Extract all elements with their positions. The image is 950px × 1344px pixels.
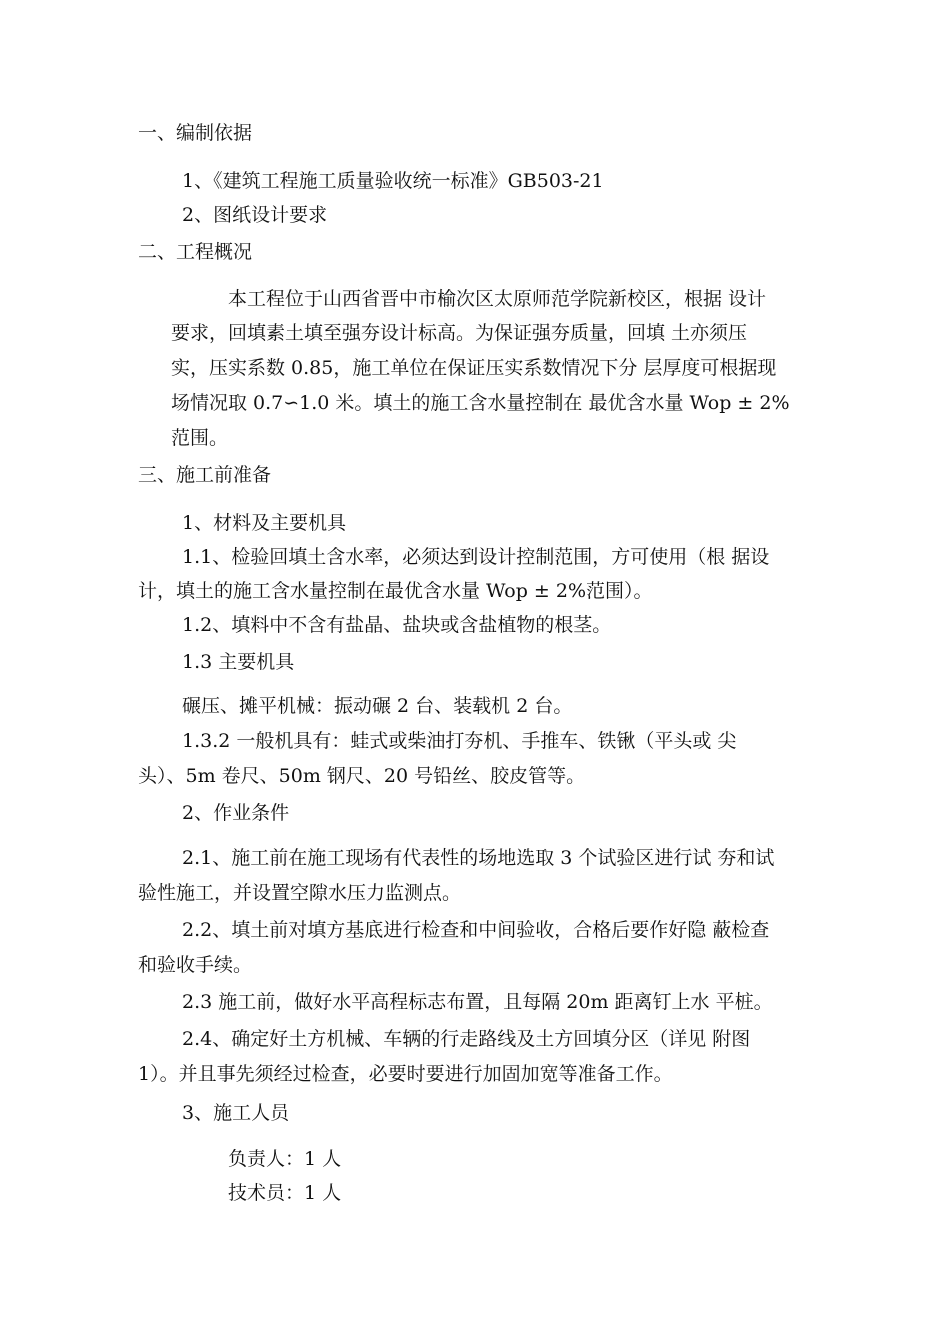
paragraph-line: 范围。 (171, 427, 229, 449)
paragraph-line: 1）。并且事先须经过检查，必要时要进行加固加宽等准备工作。 (138, 1063, 673, 1085)
paragraph-line: 实，压实系数 0.85，施工单位在保证压实系数情况下分 层厚度可根据现 (171, 357, 777, 379)
section-heading-1: 一、编制依据 (138, 122, 253, 144)
section-heading-2: 二、工程概况 (138, 241, 253, 263)
paragraph-line: 验性施工，并设置空隙水压力监测点。 (138, 882, 462, 904)
paragraph-line: 和验收手续。 (138, 954, 253, 976)
list-item: 2、图纸设计要求 (182, 204, 328, 226)
sub-heading: 2、作业条件 (182, 802, 290, 824)
paragraph-line: 2.2、填土前对填方基底进行检查和中间验收，合格后要作好隐 蔽检查 (182, 919, 770, 941)
paragraph-line: 1.2、填料中不含有盐晶、盐块或含盐植物的根茎。 (182, 614, 612, 636)
paragraph-line: 要求，回填素土填至强夯设计标高。为保证强夯质量，回填 土亦须压 (171, 322, 748, 344)
paragraph-line: 2.1、施工前在施工现场有代表性的场地选取 3 个试验区进行试 夯和试 (182, 847, 775, 869)
section-heading-3: 三、施工前准备 (138, 464, 272, 486)
sub-heading: 1、材料及主要机具 (182, 512, 347, 534)
paragraph-line: 2.3 施工前，做好水平高程标志布置，且每隔 20m 距离钉上水 平桩。 (182, 991, 773, 1013)
paragraph-line: 1.3 主要机具 (182, 651, 295, 673)
paragraph-line: 场情况取 0.7∽1.0 米。填土的施工含水量控制在 最优含水量 Wop ± 2% (171, 392, 790, 414)
staff-line: 技术员：1 人 (228, 1182, 342, 1204)
paragraph-line: 本工程位于山西省晋中市榆次区太原师范学院新校区，根据 设计 (228, 288, 767, 310)
paragraph-line: 碾压、摊平机械：振动碾 2 台、装载机 2 台。 (182, 695, 573, 717)
paragraph-line: 计，填土的施工含水量控制在最优含水量 Wop ± 2%范围）。 (138, 580, 653, 602)
paragraph-line: 2.4、确定好土方机械、车辆的行走路线及土方回填分区（详见 附图 (182, 1028, 751, 1050)
sub-heading: 3、施工人员 (182, 1102, 290, 1124)
list-item: 1、《建筑工程施工质量验收统一标准》GB503-21 (182, 170, 604, 192)
staff-line: 负责人：1 人 (228, 1148, 342, 1170)
paragraph-line: 1.3.2 一般机具有：蛙式或柴油打夯机、手推车、铁锹（平头或 尖 (182, 730, 737, 752)
paragraph-line: 1.1、检验回填土含水率，必须达到设计控制范围，方可使用（根 据设 (182, 546, 770, 568)
paragraph-line: 头）、5m 卷尺、50m 钢尺、20 号铅丝、胶皮管等。 (138, 765, 586, 787)
